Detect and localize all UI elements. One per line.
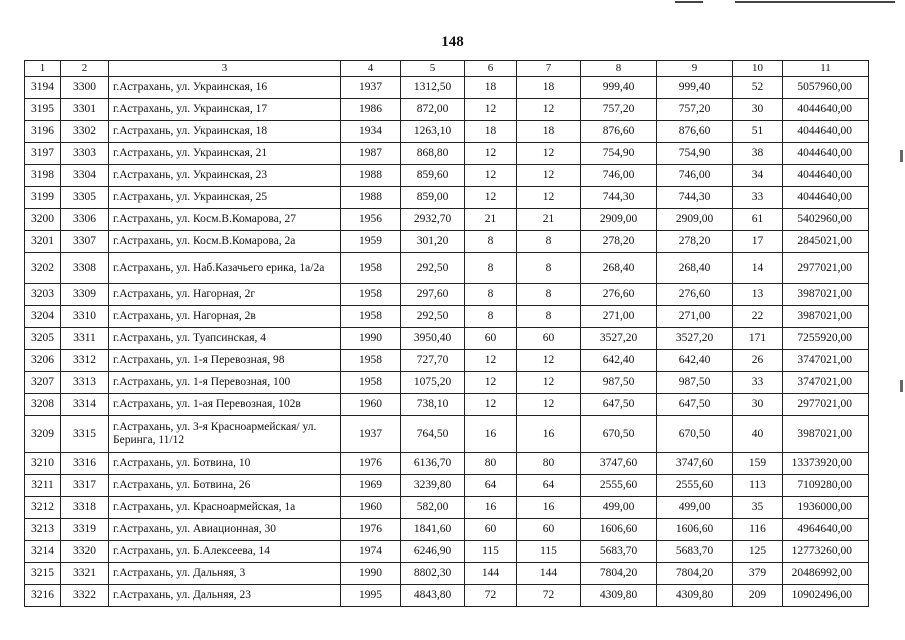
cell-living-area-2: 642,40: [657, 350, 733, 372]
cell-total-area: 292,50: [401, 253, 465, 284]
cell-apartments-count-2: 12: [517, 187, 581, 209]
cell-residents-count: 171: [733, 328, 783, 350]
cell-object-id: 3322: [61, 585, 109, 607]
cell-object-id: 3317: [61, 475, 109, 497]
cell-apartments-count: 8: [465, 284, 517, 306]
cell-apartments-count: 12: [465, 350, 517, 372]
cell-total-area: 1075,20: [401, 372, 465, 394]
cell-object-id: 3310: [61, 306, 109, 328]
cell-address: г.Астрахань, ул. 1-я Перевозная, 100: [109, 372, 341, 394]
cell-living-area-2: 2909,00: [657, 209, 733, 231]
cell-cost: 3987021,00: [783, 306, 869, 328]
cell-year-built: 1960: [341, 394, 401, 416]
table-row: [25, 585, 869, 607]
table-row: [25, 121, 869, 143]
cell-row-index: 3201: [25, 231, 61, 253]
cell-living-area: 3527,20: [581, 328, 657, 350]
cell-object-id: 3309: [61, 284, 109, 306]
cell-apartments-count-2: 12: [517, 99, 581, 121]
cell-apartments-count-2: 8: [517, 253, 581, 284]
cell-object-id: 3304: [61, 165, 109, 187]
cell-living-area-2: 276,60: [657, 284, 733, 306]
column-header-3: 3: [109, 61, 341, 77]
cell-living-area-2: 744,30: [657, 187, 733, 209]
cell-year-built: 1988: [341, 187, 401, 209]
cell-year-built: 1986: [341, 99, 401, 121]
cell-residents-count: 209: [733, 585, 783, 607]
cell-living-area: 744,30: [581, 187, 657, 209]
cell-row-index: 3196: [25, 121, 61, 143]
cell-cost: 2977021,00: [783, 253, 869, 284]
cell-apartments-count: 16: [465, 497, 517, 519]
cell-living-area-2: 876,60: [657, 121, 733, 143]
cell-row-index: 3195: [25, 99, 61, 121]
cell-object-id: 3303: [61, 143, 109, 165]
column-header-4: 4: [341, 61, 401, 77]
cell-address: г.Астрахань, ул. 1-я Перевозная, 98: [109, 350, 341, 372]
cell-living-area: 5683,70: [581, 541, 657, 563]
table-row: [25, 453, 869, 475]
cell-object-id: 3300: [61, 77, 109, 99]
cell-apartments-count: 18: [465, 77, 517, 99]
cell-apartments-count: 21: [465, 209, 517, 231]
column-header-5: 5: [401, 61, 465, 77]
cell-total-area: 859,60: [401, 165, 465, 187]
cell-total-area: 297,60: [401, 284, 465, 306]
cell-living-area: 271,00: [581, 306, 657, 328]
cell-year-built: 1959: [341, 231, 401, 253]
column-header-7: 7: [517, 61, 581, 77]
table-row: [25, 563, 869, 585]
table-row: [25, 372, 869, 394]
page-number: 148: [441, 34, 464, 50]
table-row: [25, 541, 869, 563]
cell-total-area: 1312,50: [401, 77, 465, 99]
cell-living-area-2: 999,40: [657, 77, 733, 99]
table-row: [25, 231, 869, 253]
column-header-2: 2: [61, 61, 109, 77]
cell-cost: 10902496,00: [783, 585, 869, 607]
cell-row-index: 3206: [25, 350, 61, 372]
cell-total-area: 8802,30: [401, 563, 465, 585]
cell-row-index: 3216: [25, 585, 61, 607]
cell-apartments-count: 8: [465, 253, 517, 284]
cell-row-index: 3207: [25, 372, 61, 394]
cell-row-index: 3194: [25, 77, 61, 99]
cell-apartments-count-2: 16: [517, 416, 581, 453]
cell-apartments-count: 12: [465, 165, 517, 187]
cell-address: г.Астрахань, ул. Украинская, 25: [109, 187, 341, 209]
cell-row-index: 3198: [25, 165, 61, 187]
cell-apartments-count-2: 144: [517, 563, 581, 585]
cell-apartments-count: 16: [465, 416, 517, 453]
cell-total-area: 872,00: [401, 99, 465, 121]
cell-address: г.Астрахань, ул. Косм.В.Комарова, 27: [109, 209, 341, 231]
cell-living-area-2: 987,50: [657, 372, 733, 394]
cell-residents-count: 34: [733, 165, 783, 187]
cell-address: г.Астрахань, ул. Туапсинская, 4: [109, 328, 341, 350]
cell-living-area-2: 271,00: [657, 306, 733, 328]
cell-object-id: 3301: [61, 99, 109, 121]
cell-object-id: 3305: [61, 187, 109, 209]
table-header-row: [25, 61, 869, 77]
cell-row-index: 3214: [25, 541, 61, 563]
cell-residents-count: 379: [733, 563, 783, 585]
table-row: [25, 187, 869, 209]
cell-year-built: 1987: [341, 143, 401, 165]
cell-year-built: 1969: [341, 475, 401, 497]
cell-year-built: 1990: [341, 563, 401, 585]
cell-apartments-count: 12: [465, 372, 517, 394]
cell-row-index: 3210: [25, 453, 61, 475]
cell-living-area-2: 5683,70: [657, 541, 733, 563]
cell-address: г.Астрахань, ул. Украинская, 21: [109, 143, 341, 165]
cell-total-area: 859,00: [401, 187, 465, 209]
cell-living-area: 268,40: [581, 253, 657, 284]
cell-apartments-count: 12: [465, 187, 517, 209]
column-header-6: 6: [465, 61, 517, 77]
column-header-9: 9: [657, 61, 733, 77]
cell-living-area: 276,60: [581, 284, 657, 306]
cell-total-area: 3950,40: [401, 328, 465, 350]
cell-year-built: 1995: [341, 585, 401, 607]
table-body: [25, 61, 869, 607]
cell-residents-count: 61: [733, 209, 783, 231]
cell-cost: 7255920,00: [783, 328, 869, 350]
cell-living-area: 754,90: [581, 143, 657, 165]
cell-living-area-2: 746,00: [657, 165, 733, 187]
cell-object-id: 3319: [61, 519, 109, 541]
cell-cost: 4044640,00: [783, 165, 869, 187]
cell-row-index: 3213: [25, 519, 61, 541]
table-row: [25, 394, 869, 416]
cell-total-area: 6136,70: [401, 453, 465, 475]
cell-residents-count: 35: [733, 497, 783, 519]
cell-living-area: 4309,80: [581, 585, 657, 607]
cell-apartments-count: 8: [465, 306, 517, 328]
cell-apartments-count: 72: [465, 585, 517, 607]
cell-address: г.Астрахань, ул. Дальняя, 3: [109, 563, 341, 585]
cell-cost: 5057960,00: [783, 77, 869, 99]
cell-living-area: 876,60: [581, 121, 657, 143]
cell-year-built: 1956: [341, 209, 401, 231]
cell-address: г.Астрахань, ул. Украинская, 23: [109, 165, 341, 187]
cell-year-built: 1960: [341, 497, 401, 519]
cell-total-area: 2932,70: [401, 209, 465, 231]
cell-living-area: 746,00: [581, 165, 657, 187]
cell-row-index: 3204: [25, 306, 61, 328]
cell-living-area-2: 670,50: [657, 416, 733, 453]
cell-living-area-2: 4309,80: [657, 585, 733, 607]
cell-residents-count: 26: [733, 350, 783, 372]
cell-apartments-count-2: 21: [517, 209, 581, 231]
cell-residents-count: 30: [733, 394, 783, 416]
cell-cost: 20486992,00: [783, 563, 869, 585]
table-row: [25, 350, 869, 372]
cell-total-area: 582,00: [401, 497, 465, 519]
table-row: [25, 143, 869, 165]
cell-row-index: 3200: [25, 209, 61, 231]
cell-object-id: 3313: [61, 372, 109, 394]
cell-apartments-count-2: 8: [517, 231, 581, 253]
cell-apartments-count: 12: [465, 99, 517, 121]
cell-total-area: 764,50: [401, 416, 465, 453]
cell-row-index: 3209: [25, 416, 61, 453]
cell-address: г.Астрахань, ул. Ботвина, 10: [109, 453, 341, 475]
table-row: [25, 284, 869, 306]
cell-cost: 7109280,00: [783, 475, 869, 497]
cell-apartments-count: 12: [465, 394, 517, 416]
cell-residents-count: 33: [733, 187, 783, 209]
cell-address: г.Астрахань, ул. Наб.Казачьего ерика, 1а/2а: [109, 253, 341, 284]
cell-object-id: 3318: [61, 497, 109, 519]
cell-object-id: 3306: [61, 209, 109, 231]
table-row: [25, 519, 869, 541]
cell-year-built: 1958: [341, 372, 401, 394]
cell-row-index: 3208: [25, 394, 61, 416]
cell-residents-count: 17: [733, 231, 783, 253]
cell-living-area: 2909,00: [581, 209, 657, 231]
cell-apartments-count: 64: [465, 475, 517, 497]
cell-total-area: 3239,80: [401, 475, 465, 497]
cell-living-area-2: 499,00: [657, 497, 733, 519]
cell-living-area: 7804,20: [581, 563, 657, 585]
cell-year-built: 1958: [341, 306, 401, 328]
cell-total-area: 4843,80: [401, 585, 465, 607]
cell-apartments-count-2: 60: [517, 519, 581, 541]
cell-total-area: 292,50: [401, 306, 465, 328]
cell-apartments-count-2: 72: [517, 585, 581, 607]
cell-cost: 4044640,00: [783, 121, 869, 143]
cell-object-id: 3316: [61, 453, 109, 475]
cell-living-area-2: 3747,60: [657, 453, 733, 475]
cell-apartments-count: 8: [465, 231, 517, 253]
column-header-8: 8: [581, 61, 657, 77]
cell-total-area: 1841,60: [401, 519, 465, 541]
cell-address: г.Астрахань, ул. Украинская, 18: [109, 121, 341, 143]
cell-address: г.Астрахань, ул. Украинская, 17: [109, 99, 341, 121]
cell-apartments-count-2: 12: [517, 394, 581, 416]
cell-residents-count: 13: [733, 284, 783, 306]
cell-apartments-count-2: 64: [517, 475, 581, 497]
cell-cost: 3747021,00: [783, 350, 869, 372]
cell-living-area: 647,50: [581, 394, 657, 416]
table-row: [25, 328, 869, 350]
cell-address: г.Астрахань, ул. Ботвина, 26: [109, 475, 341, 497]
cell-living-area: 670,50: [581, 416, 657, 453]
cell-living-area: 499,00: [581, 497, 657, 519]
cell-year-built: 1974: [341, 541, 401, 563]
cell-apartments-count: 115: [465, 541, 517, 563]
column-header-1: 1: [25, 61, 61, 77]
cell-living-area: 642,40: [581, 350, 657, 372]
cell-living-area: 3747,60: [581, 453, 657, 475]
cell-cost: 4044640,00: [783, 99, 869, 121]
cell-apartments-count: 60: [465, 519, 517, 541]
cell-row-index: 3203: [25, 284, 61, 306]
cell-year-built: 1937: [341, 77, 401, 99]
cell-apartments-count-2: 80: [517, 453, 581, 475]
cell-living-area: 757,20: [581, 99, 657, 121]
table-row: [25, 306, 869, 328]
cell-object-id: 3315: [61, 416, 109, 453]
cell-apartments-count: 12: [465, 143, 517, 165]
cell-cost: 3987021,00: [783, 416, 869, 453]
cell-apartments-count-2: 12: [517, 372, 581, 394]
cell-living-area: 999,40: [581, 77, 657, 99]
cell-apartments-count-2: 60: [517, 328, 581, 350]
cell-cost: 13373920,00: [783, 453, 869, 475]
cell-year-built: 1937: [341, 416, 401, 453]
cell-cost: 3747021,00: [783, 372, 869, 394]
cell-living-area: 1606,60: [581, 519, 657, 541]
table-row: [25, 99, 869, 121]
housing-registry-table: [24, 60, 869, 607]
cell-residents-count: 116: [733, 519, 783, 541]
cell-living-area: 2555,60: [581, 475, 657, 497]
cell-residents-count: 33: [733, 372, 783, 394]
cell-apartments-count: 18: [465, 121, 517, 143]
cell-living-area-2: 3527,20: [657, 328, 733, 350]
cell-apartments-count-2: 18: [517, 77, 581, 99]
cell-living-area-2: 2555,60: [657, 475, 733, 497]
cell-apartments-count-2: 8: [517, 306, 581, 328]
scan-edge-mark: [900, 150, 903, 162]
cell-address: г.Астрахань, ул. Б.Алексеева, 14: [109, 541, 341, 563]
cell-year-built: 1990: [341, 328, 401, 350]
cell-object-id: 3302: [61, 121, 109, 143]
cell-residents-count: 14: [733, 253, 783, 284]
cell-object-id: 3321: [61, 563, 109, 585]
cell-row-index: 3205: [25, 328, 61, 350]
cell-object-id: 3308: [61, 253, 109, 284]
cell-cost: 4964640,00: [783, 519, 869, 541]
cell-object-id: 3312: [61, 350, 109, 372]
column-header-11: 11: [783, 61, 869, 77]
cell-living-area-2: 754,90: [657, 143, 733, 165]
cell-year-built: 1958: [341, 253, 401, 284]
cell-address: г.Астрахань, ул. Нагорная, 2г: [109, 284, 341, 306]
table-row: [25, 209, 869, 231]
cell-apartments-count-2: 16: [517, 497, 581, 519]
cell-year-built: 1976: [341, 519, 401, 541]
cell-apartments-count: 80: [465, 453, 517, 475]
cell-residents-count: 52: [733, 77, 783, 99]
cell-residents-count: 38: [733, 143, 783, 165]
cell-living-area: 987,50: [581, 372, 657, 394]
cell-total-area: 1263,10: [401, 121, 465, 143]
cell-residents-count: 159: [733, 453, 783, 475]
cell-row-index: 3197: [25, 143, 61, 165]
cell-residents-count: 125: [733, 541, 783, 563]
cell-row-index: 3215: [25, 563, 61, 585]
cell-year-built: 1988: [341, 165, 401, 187]
scan-header-marks: [675, 0, 895, 4]
cell-apartments-count-2: 115: [517, 541, 581, 563]
cell-apartments-count-2: 12: [517, 350, 581, 372]
cell-residents-count: 30: [733, 99, 783, 121]
cell-living-area-2: 757,20: [657, 99, 733, 121]
cell-address: г.Астрахань, ул. Украинская, 16: [109, 77, 341, 99]
cell-cost: 5402960,00: [783, 209, 869, 231]
cell-residents-count: 51: [733, 121, 783, 143]
cell-residents-count: 113: [733, 475, 783, 497]
cell-address: г.Астрахань, ул. Косм.В.Комарова, 2а: [109, 231, 341, 253]
cell-row-index: 3211: [25, 475, 61, 497]
cell-living-area-2: 7804,20: [657, 563, 733, 585]
cell-row-index: 3199: [25, 187, 61, 209]
cell-cost: 12773260,00: [783, 541, 869, 563]
cell-apartments-count-2: 8: [517, 284, 581, 306]
cell-address: г.Астрахань, ул. 3-я Красноармейская/ ул. Беринга, 11/12: [109, 416, 341, 453]
cell-cost: 4044640,00: [783, 143, 869, 165]
cell-living-area-2: 278,20: [657, 231, 733, 253]
cell-year-built: 1934: [341, 121, 401, 143]
cell-apartments-count-2: 12: [517, 143, 581, 165]
cell-total-area: 301,20: [401, 231, 465, 253]
cell-apartments-count: 144: [465, 563, 517, 585]
scan-edge-mark: [900, 380, 903, 392]
cell-living-area-2: 647,50: [657, 394, 733, 416]
cell-row-index: 3212: [25, 497, 61, 519]
table-row: [25, 77, 869, 99]
cell-total-area: 738,10: [401, 394, 465, 416]
cell-total-area: 727,70: [401, 350, 465, 372]
cell-total-area: 868,80: [401, 143, 465, 165]
table-row: [25, 475, 869, 497]
table-row: [25, 253, 869, 284]
cell-year-built: 1958: [341, 350, 401, 372]
cell-object-id: 3320: [61, 541, 109, 563]
cell-residents-count: 22: [733, 306, 783, 328]
table-row: [25, 497, 869, 519]
table-row: [25, 416, 869, 453]
cell-address: г.Астрахань, ул. 1-ая Перевозная, 102в: [109, 394, 341, 416]
cell-address: г.Астрахань, ул. Нагорная, 2в: [109, 306, 341, 328]
cell-cost: 2845021,00: [783, 231, 869, 253]
cell-address: г.Астрахань, ул. Красноармейская, 1а: [109, 497, 341, 519]
cell-residents-count: 40: [733, 416, 783, 453]
table-row: [25, 165, 869, 187]
cell-apartments-count-2: 12: [517, 165, 581, 187]
cell-cost: 1936000,00: [783, 497, 869, 519]
cell-cost: 4044640,00: [783, 187, 869, 209]
cell-address: г.Астрахань, ул. Дальняя, 23: [109, 585, 341, 607]
cell-year-built: 1958: [341, 284, 401, 306]
column-header-10: 10: [733, 61, 783, 77]
cell-object-id: 3307: [61, 231, 109, 253]
cell-object-id: 3311: [61, 328, 109, 350]
cell-total-area: 6246,90: [401, 541, 465, 563]
cell-cost: 3987021,00: [783, 284, 869, 306]
cell-living-area-2: 1606,60: [657, 519, 733, 541]
cell-year-built: 1976: [341, 453, 401, 475]
cell-cost: 2977021,00: [783, 394, 869, 416]
cell-row-index: 3202: [25, 253, 61, 284]
cell-apartments-count: 60: [465, 328, 517, 350]
cell-object-id: 3314: [61, 394, 109, 416]
cell-living-area: 278,20: [581, 231, 657, 253]
cell-apartments-count-2: 18: [517, 121, 581, 143]
cell-address: г.Астрахань, ул. Авиационная, 30: [109, 519, 341, 541]
cell-living-area-2: 268,40: [657, 253, 733, 284]
